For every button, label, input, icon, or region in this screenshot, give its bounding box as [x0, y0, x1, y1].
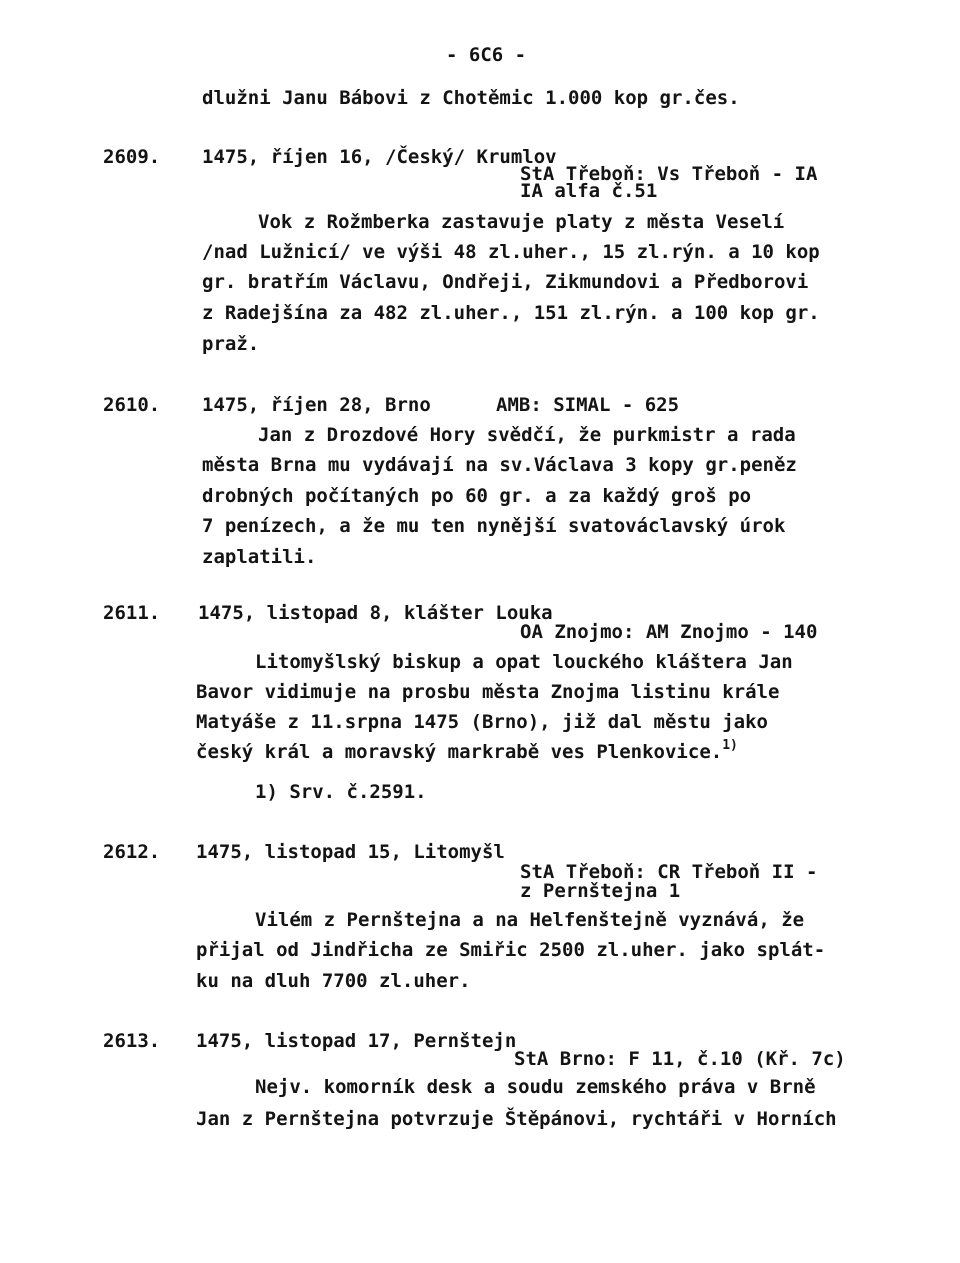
entry-body-line: Vok z Rožmberka zastavuje platy z města Veselí — [258, 211, 785, 233]
entry-header: 1475, listopad 17, Pernštejn — [196, 1030, 517, 1052]
archive-reference: OA Znojmo: AM Znojmo - 140 — [520, 621, 818, 643]
archive-reference: z Pernštejna 1 — [520, 880, 681, 902]
page-number: - 6C6 - — [446, 44, 527, 66]
entry-body-line: drobných počítaných po 60 gr. a za každý groš po — [202, 485, 752, 507]
entry-body-line: /nad Lužnicí/ ve výši 48 zl.uher., 15 zl.rýn. a 10 kop — [202, 241, 820, 263]
continuation-line: dlužni Janu Bábovi z Chotěmic 1.000 kop gr.čes. — [202, 87, 740, 109]
footnote: 1) Srv. č.2591. — [255, 781, 427, 803]
entry-body-line: Litomyšlský biskup a opat louckého kláštera Jan — [255, 651, 793, 673]
entry-body-line: praž. — [202, 333, 260, 355]
entry-body-line: Nejv. komorník desk a soudu zemského práva v Brně — [255, 1076, 816, 1098]
entry-body-line: gr. bratřím Václavu, Ondřeji, Zikmundovi a Předborovi — [202, 271, 809, 293]
archive-reference: StA Brno: F 11, č.10 (Kř. 7c) — [514, 1048, 846, 1070]
archive-reference: StA Třeboň: Vs Třeboň - IA — [520, 163, 818, 185]
footnote-marker: 1) — [722, 738, 738, 753]
entry-header: 1475, říjen 28, Brno — [202, 394, 431, 416]
archive-reference: AMB: SIMAL - 625 — [496, 394, 680, 416]
entry-body-line: přijal od Jindřicha ze Smiřic 2500 zl.uher. jako splát- — [196, 939, 826, 961]
entry-body-line: ku na dluh 7700 zl.uher. — [196, 970, 471, 992]
entry-header: 1475, říjen 16, /Český/ Krumlov — [202, 146, 557, 168]
entry-number: 2610. — [103, 394, 161, 416]
entry-body-line: z Radejšína za 482 zl.uher., 151 zl.rýn. a 100 kop gr. — [202, 302, 820, 324]
entry-body-line: zaplatili. — [202, 546, 317, 568]
entry-body-line: Jan z Drozdové Hory svědčí, že purkmistr a rada — [258, 424, 796, 446]
entry-header: 1475, listopad 8, klášter Louka — [198, 602, 553, 624]
archive-reference: StA Třeboň: CR Třeboň II - — [520, 861, 818, 883]
entry-body-line: Bavor vidimuje na prosbu města Znojma listinu krále — [196, 681, 780, 703]
body-text: český král a moravský markrabě ves Plenkovice. — [196, 741, 723, 763]
entry-body-line: Matyáše z 11.srpna 1475 (Brno), již dal městu jako — [196, 711, 768, 733]
entry-body-line: Jan z Pernštejna potvrzuje Štěpánovi, rychtáři v Horních — [196, 1108, 837, 1130]
entry-body-line: 7 penízech, a že mu ten nynější svatováclavský úrok — [202, 515, 786, 537]
entry-body-line: města Brna mu vydávají na sv.Václava 3 kopy gr.peněz — [202, 454, 797, 476]
entry-number: 2611. — [103, 602, 161, 624]
archive-reference: IA alfa č.51 — [520, 180, 658, 202]
entry-body-line — [196, 738, 738, 766]
entry-number: 2612. — [103, 841, 161, 863]
entry-header: 1475, listopad 15, Litomyšl — [196, 841, 505, 863]
entry-number: 2609. — [103, 146, 161, 168]
entry-body-line: Vilém z Pernštejna a na Helfenštejně vyznává, že — [255, 909, 805, 931]
entry-number: 2613. — [103, 1030, 161, 1052]
